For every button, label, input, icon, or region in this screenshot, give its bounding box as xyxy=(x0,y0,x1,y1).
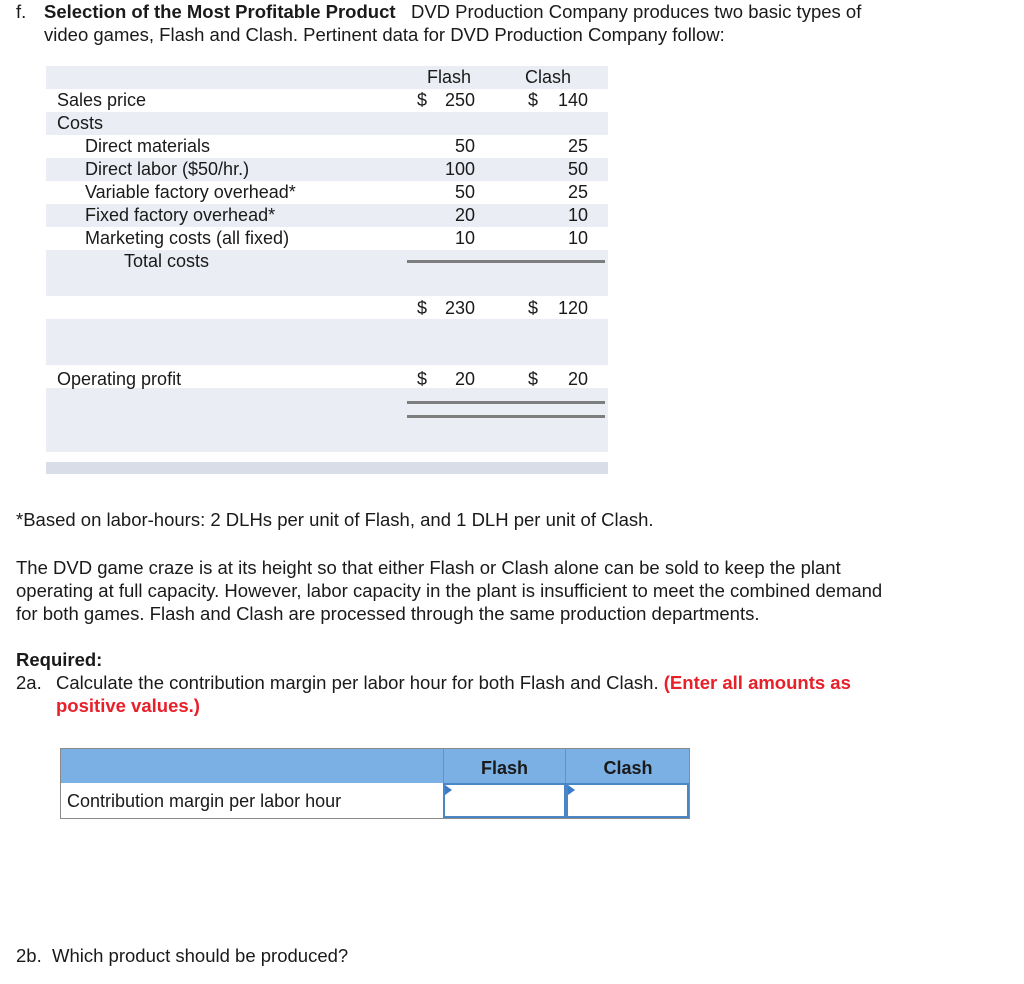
cost-label: Fixed factory overhead* xyxy=(85,205,276,225)
cost-clash: 50 xyxy=(567,159,588,179)
flash-cm-input[interactable] xyxy=(443,783,566,818)
cost-label: Variable factory overhead* xyxy=(85,182,296,202)
question-number: 2a. xyxy=(16,672,42,693)
table-footer-band xyxy=(46,462,608,474)
header-row xyxy=(46,66,608,89)
clash-cm-input[interactable] xyxy=(566,783,689,818)
col-header-flash: Flash xyxy=(427,67,472,87)
total-costs-flash: 230 xyxy=(444,298,475,318)
question-2b-text: Which product should be produced? xyxy=(52,945,349,966)
table-band xyxy=(46,319,608,365)
question-2b xyxy=(16,944,1006,967)
sales-price-row xyxy=(46,89,608,112)
answer-table-header xyxy=(60,748,690,784)
double-rule-bottom xyxy=(407,415,605,418)
cost-clash: 10 xyxy=(567,228,588,248)
operating-profit-clash: 20 xyxy=(567,369,588,389)
intro-line-1 xyxy=(16,0,1006,23)
currency-symbol: $ xyxy=(528,369,539,389)
paragraph-line: operating at full capacity. However, labor capacity in the plant is insufficient to meet the combined demand xyxy=(16,580,883,601)
cost-row xyxy=(46,158,608,181)
cost-clash: 25 xyxy=(567,136,588,156)
cost-row xyxy=(46,135,608,158)
instruction-note-cont: positive values.) xyxy=(56,695,200,716)
cost-row xyxy=(46,181,608,204)
cost-row xyxy=(46,227,608,250)
cost-clash: 10 xyxy=(567,205,588,225)
currency-symbol: $ xyxy=(528,298,539,318)
question-number: 2b. xyxy=(16,945,42,966)
intro-text-2: video games, Flash and Clash. Pertinent data for DVD Production Company follow: xyxy=(44,24,725,45)
col-header-clash: Clash xyxy=(525,67,572,87)
col-header-clash: Clash xyxy=(565,749,690,783)
total-costs-clash: 120 xyxy=(557,298,588,318)
sales-price-flash: 250 xyxy=(444,90,475,110)
operating-profit-flash: 20 xyxy=(454,369,475,389)
total-costs-label: Total costs xyxy=(124,251,210,271)
answer-table-row xyxy=(60,783,690,819)
paragraph-line: for both games. Flash and Clash are processed through the same production departments. xyxy=(16,603,760,624)
table-band xyxy=(46,388,608,452)
currency-symbol: $ xyxy=(417,298,428,318)
description-paragraph xyxy=(16,556,1006,625)
instruction-note: (Enter all amounts as xyxy=(663,672,851,693)
question-2a xyxy=(16,671,1006,694)
financial-data-table xyxy=(46,66,608,474)
operating-profit-label: Operating profit xyxy=(57,369,182,389)
subtotal-rule xyxy=(407,260,605,263)
cost-label: Direct materials xyxy=(85,136,211,156)
cost-flash: 100 xyxy=(444,159,475,179)
cost-flash: 20 xyxy=(454,205,475,225)
cost-label: Direct labor ($50/hr.) xyxy=(85,159,250,179)
required-heading: Required: xyxy=(16,649,103,670)
problem-title: Selection of the Most Profitable Product xyxy=(44,1,396,22)
cost-flash: 10 xyxy=(454,228,475,248)
currency-symbol: $ xyxy=(417,369,428,389)
cost-row xyxy=(46,204,608,227)
operating-profit-row xyxy=(46,368,608,391)
costs-label: Costs xyxy=(57,113,104,133)
intro-text-1: DVD Production Company produces two basic types of xyxy=(410,1,862,22)
question-2a-text: Calculate the contribution margin per labor hour for both Flash and Clash. xyxy=(56,672,659,693)
footnote: *Based on labor-hours: 2 DLHs per unit of Flash, and 1 DLH per unit of Clash. xyxy=(16,509,654,530)
cell-marker-icon xyxy=(445,785,452,795)
answer-table xyxy=(60,748,690,820)
currency-symbol: $ xyxy=(528,90,539,110)
double-rule-top xyxy=(407,401,605,404)
paragraph-line: The DVD game craze is at its height so that either Flash or Clash alone can be sold to keep the plant xyxy=(16,557,841,578)
cost-flash: 50 xyxy=(454,182,475,202)
sales-price-clash: 140 xyxy=(557,90,588,110)
col-header-flash: Flash xyxy=(443,749,565,783)
cost-clash: 25 xyxy=(567,182,588,202)
row-label: Contribution margin per labor hour xyxy=(67,791,342,811)
cost-label: Marketing costs (all fixed) xyxy=(85,228,290,248)
sales-price-label: Sales price xyxy=(57,90,147,110)
problem-intro xyxy=(16,0,1006,46)
cost-flash: 50 xyxy=(454,136,475,156)
problem-label: f. xyxy=(16,1,27,22)
costs-row xyxy=(46,112,608,135)
currency-symbol: $ xyxy=(417,90,428,110)
cell-marker-icon xyxy=(568,785,575,795)
total-costs-row xyxy=(46,297,608,320)
required-section xyxy=(16,648,1006,717)
